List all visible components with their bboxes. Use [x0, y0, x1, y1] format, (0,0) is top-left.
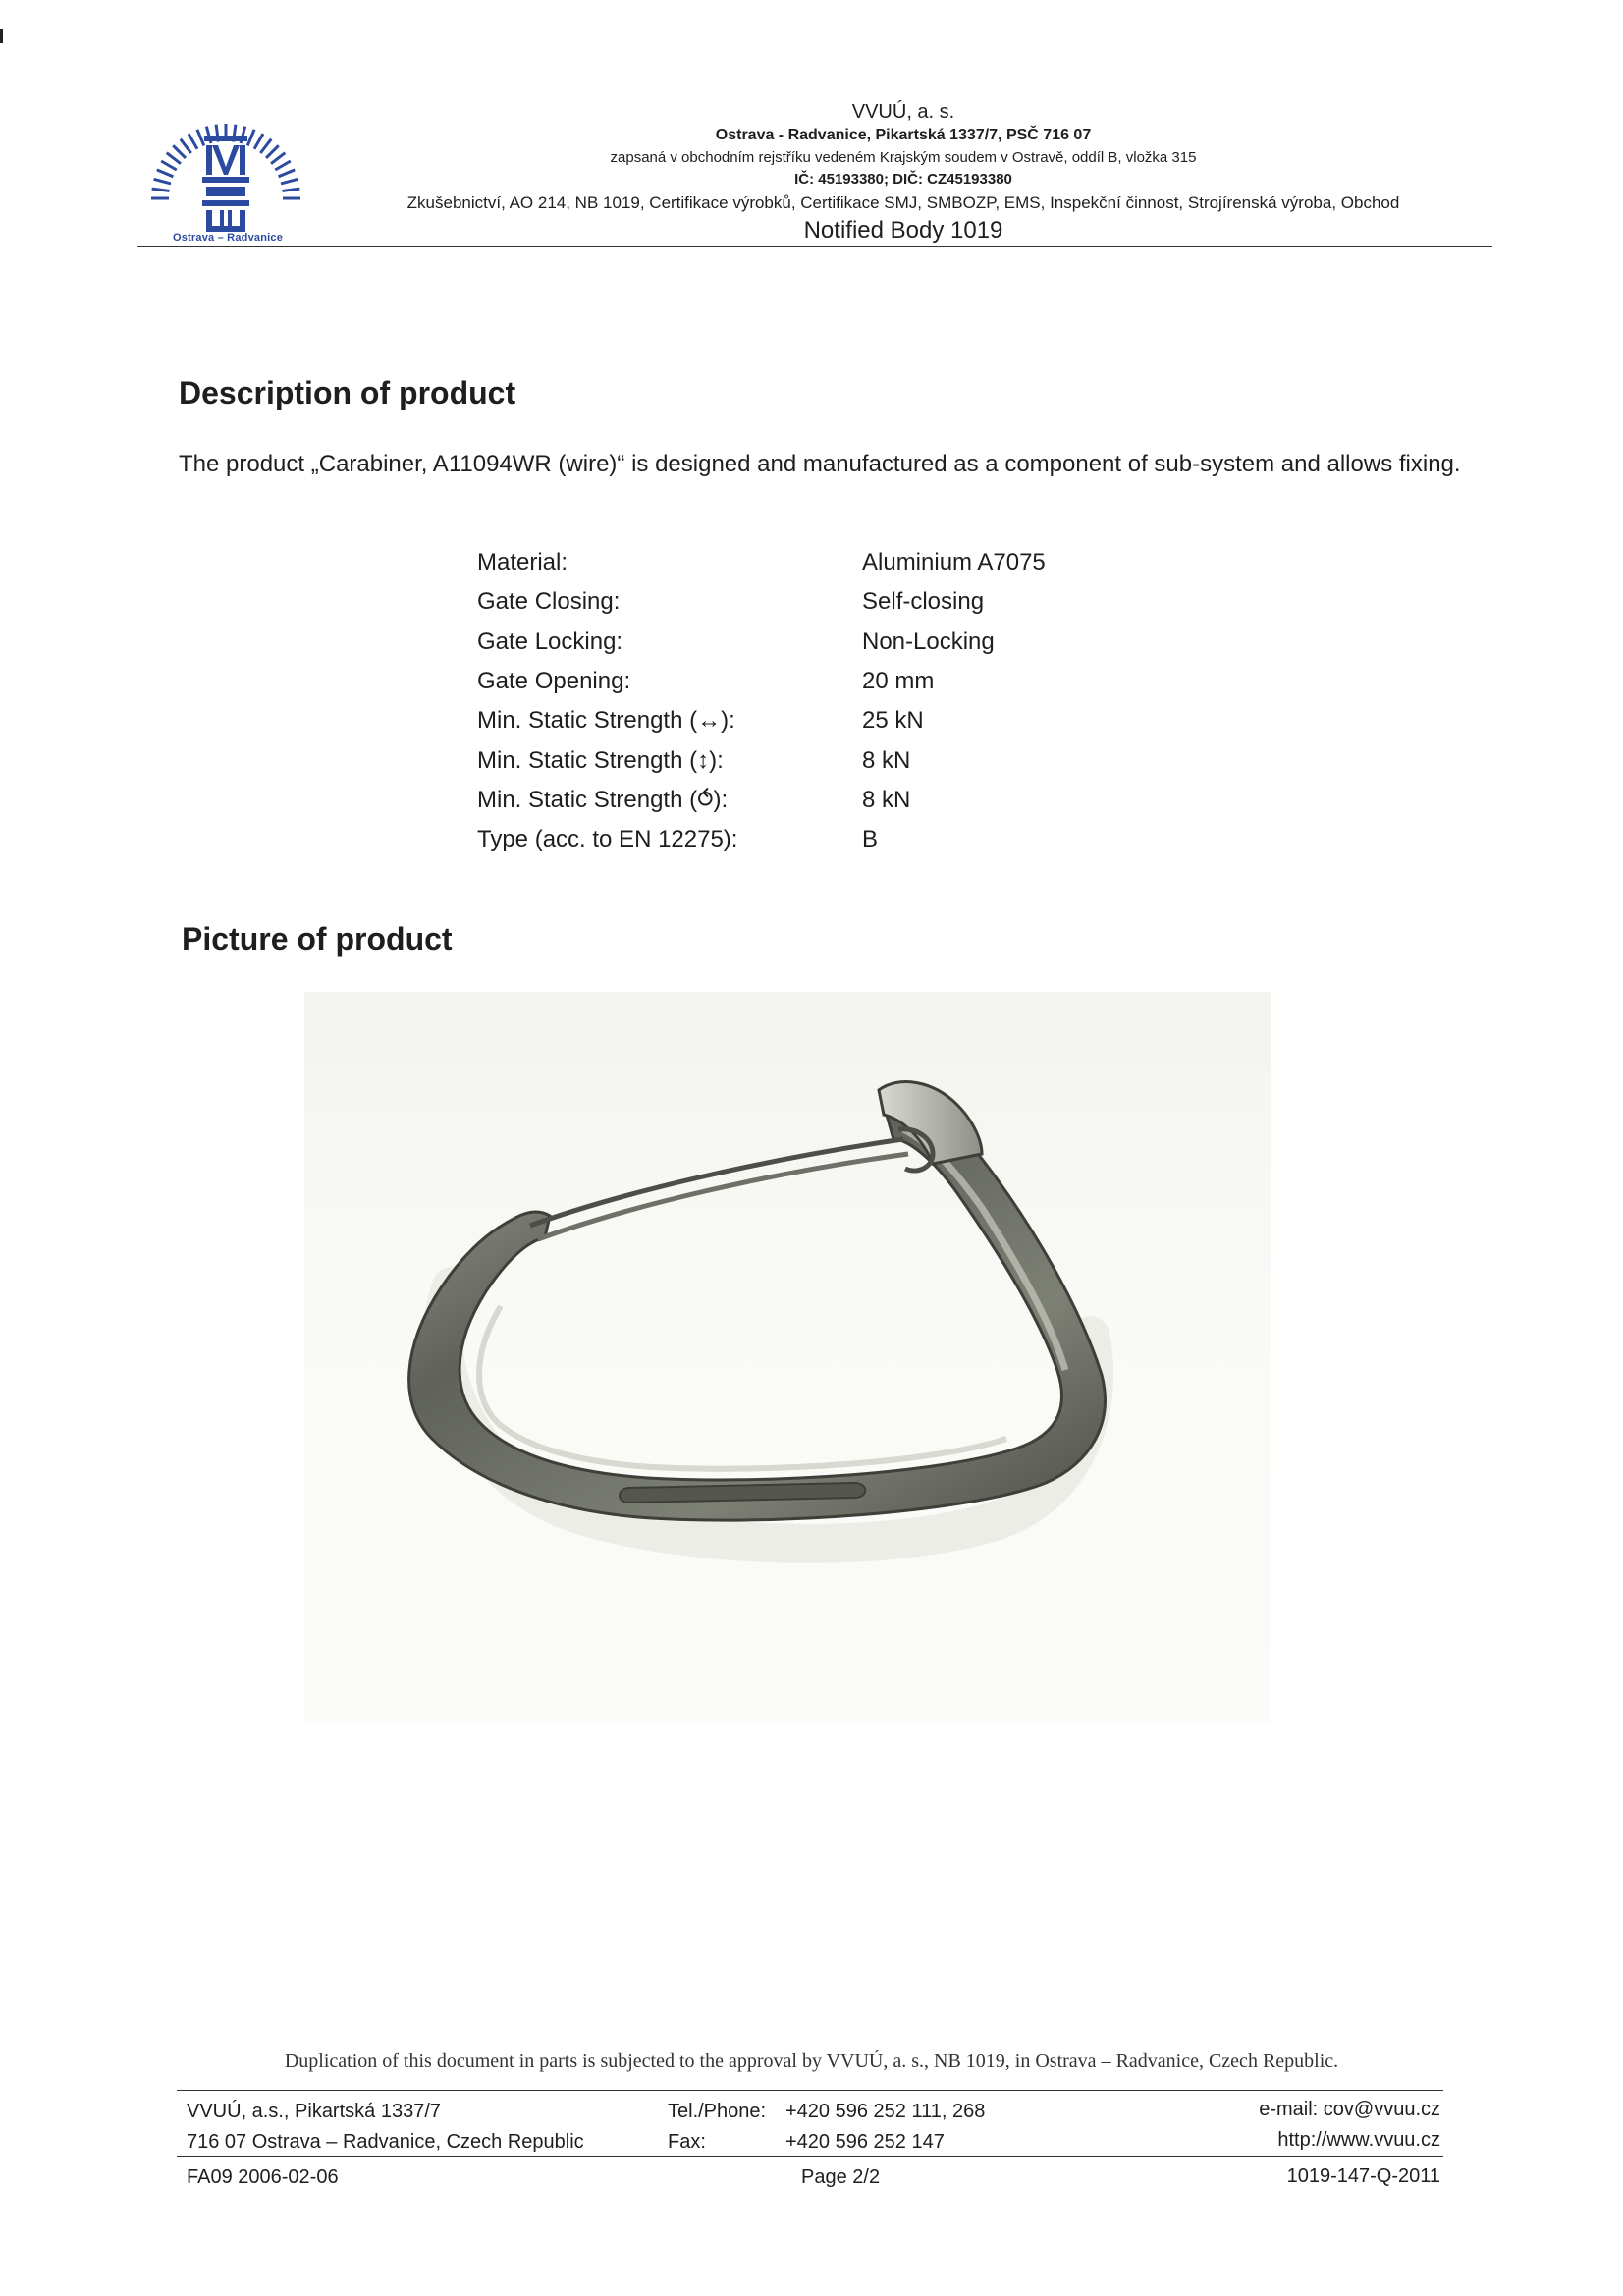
- spec-row: [477, 820, 1046, 859]
- company-logo: [147, 90, 312, 246]
- picture-heading: Picture of product: [182, 921, 453, 957]
- company-services: Zkušebnictví, AO 214, NB 1019, Certifikace výrobků, Certifikace SMJ, SMBOZP, EMS, Inspekční činnost, Strojírenská výroba, Obchod: [406, 193, 1400, 212]
- logo-ray: [271, 153, 285, 164]
- spec-value: Self-closing: [862, 588, 985, 616]
- spec-row: [477, 781, 1046, 820]
- logo-ray: [197, 130, 204, 146]
- spec-label: Gate Locking:: [477, 628, 623, 655]
- footer-email: e-mail: cov@vvuu.cz: [1259, 2099, 1440, 2120]
- spec-value: 25 kN: [862, 707, 924, 735]
- logo-ray: [247, 130, 254, 146]
- page-number: Page 2/2: [801, 2166, 881, 2188]
- spec-label: Gate Opening:: [477, 668, 631, 695]
- company-tax-ids: IČ: 45193380; DIČ: CZ45193380: [794, 171, 1012, 188]
- spec-value: 20 mm: [862, 668, 935, 695]
- company-registry: zapsaná v obchodním rejstříku vedeném Krajským soudem v Ostravě, oddíl B, vložka 315: [610, 149, 1197, 166]
- spec-value: Aluminium A7075: [862, 549, 1046, 576]
- scan-artifact: [0, 29, 3, 43]
- logo-ray: [167, 153, 181, 164]
- footer-address-line1: VVUÚ, a.s., Pikartská 1337/7: [187, 2101, 442, 2122]
- logo-ray: [189, 134, 197, 149]
- spec-row: [477, 662, 1046, 701]
- spec-row: [477, 582, 1046, 622]
- specifications-table: [477, 543, 1046, 859]
- footer-address-line2: 716 07 Ostrava – Radvanice, Czech Republic: [187, 2131, 584, 2153]
- logo-ray: [157, 170, 174, 177]
- description-text: The product „Carabiner, A11094WR (wire)“ is designed and manufactured as a component of sub-system and allows fixing.: [179, 451, 1461, 477]
- spec-label: Material:: [477, 549, 568, 576]
- logo-ray: [260, 139, 271, 153]
- logo-ray: [173, 145, 186, 158]
- company-name: VVUÚ, a. s.: [851, 101, 955, 123]
- carabiner-photo: [304, 992, 1271, 1723]
- description-heading: Description of product: [179, 375, 516, 410]
- spec-label: Type (acc. to EN 12275):: [477, 826, 738, 853]
- logo-ray: [161, 161, 177, 170]
- logo-ray: [283, 189, 300, 191]
- footer-divider-top: [177, 2090, 1443, 2091]
- logo-ray: [181, 139, 191, 153]
- footer-fax-value: +420 596 252 147: [785, 2131, 945, 2153]
- company-address: Ostrava - Radvanice, Pikartská 1337/7, PSČ 716 07: [715, 127, 1092, 143]
- spec-row: [477, 623, 1046, 662]
- logo-ray: [266, 145, 279, 158]
- spec-row: [477, 701, 1046, 740]
- logo-caption: Ostrava – Radvanice: [172, 232, 284, 244]
- form-code: FA09 2006-02-06: [187, 2166, 339, 2188]
- logo-ray: [281, 179, 298, 184]
- spec-label: Min. Static Strength (↕):: [477, 746, 724, 774]
- logo-ray: [275, 161, 291, 170]
- header-divider: [137, 246, 1492, 247]
- spec-row: [477, 740, 1046, 780]
- footer-tel-value: +420 596 252 111, 268: [785, 2101, 986, 2122]
- spec-row: [477, 543, 1046, 582]
- logo-ray: [279, 170, 296, 177]
- spec-value: Non-Locking: [862, 628, 995, 655]
- spec-label: Min. Static Strength (↔):: [477, 707, 735, 735]
- footer-divider-bottom: [177, 2156, 1443, 2157]
- spec-value: 8 kN: [862, 746, 911, 774]
- duplication-note: Duplication of this document in parts is subjected to the approval by VVUÚ, a. s., NB 1019, in Ostrava – Radvanice, Czech Republic.: [284, 2050, 1339, 2072]
- footer-tel-label: Tel./Phone:: [668, 2101, 767, 2122]
- logo-ray: [154, 179, 171, 184]
- logo-ray: [254, 134, 263, 149]
- spec-value: 8 kN: [862, 786, 911, 813]
- footer-fax-label: Fax:: [668, 2131, 706, 2153]
- logo-ray: [152, 189, 170, 191]
- document-number: 1019-147-Q-2011: [1286, 2165, 1440, 2187]
- spec-label: Min. Static Strength (⥀):: [477, 787, 729, 814]
- spec-value: B: [862, 826, 879, 853]
- footer-website: http://www.vvuu.cz: [1277, 2129, 1440, 2151]
- notified-body: Notified Body 1019: [803, 217, 1003, 244]
- spec-label: Gate Closing:: [477, 588, 621, 616]
